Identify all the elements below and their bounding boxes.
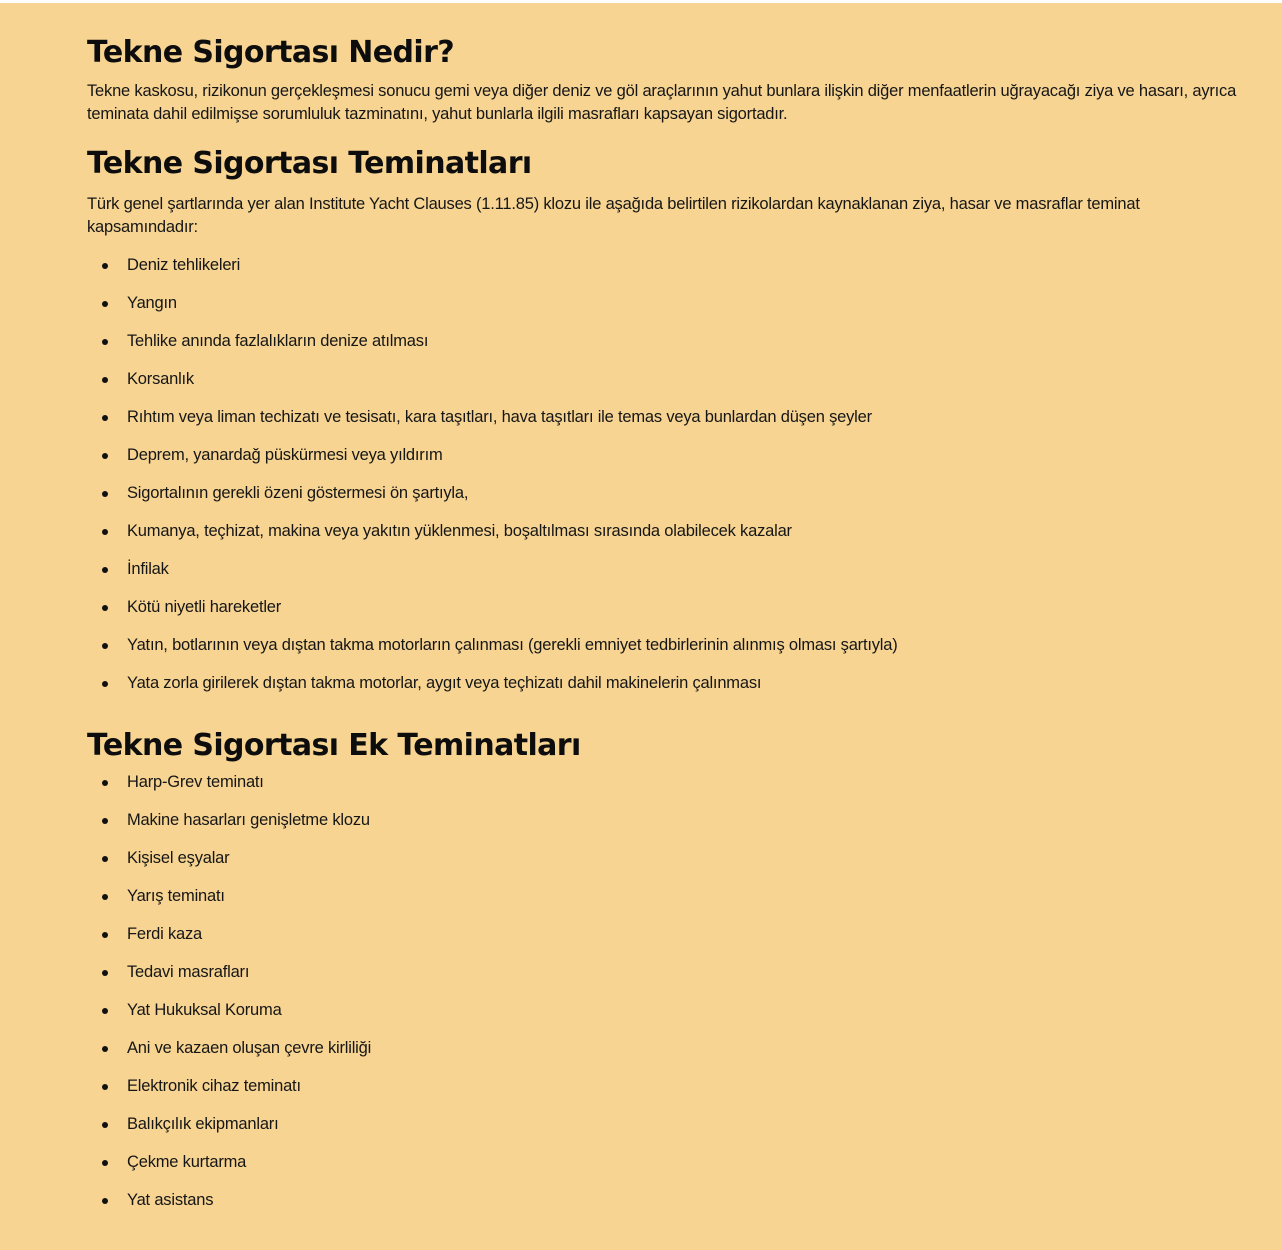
bullet-icon bbox=[102, 894, 108, 900]
list-item bbox=[87, 922, 1242, 960]
list-item-label: Yata zorla girilerek dıştan takma motorlar, aygıt veya teçhizatı dahil makinelerin çalınması bbox=[127, 674, 762, 692]
list-item-label: Kişisel eşyalar bbox=[127, 849, 230, 867]
heading-what-is-boat-insurance: Tekne Sigortası Nedir? bbox=[87, 35, 455, 70]
list-item bbox=[87, 1112, 1242, 1150]
list-item-label: Kötü niyetli hareketler bbox=[127, 598, 282, 616]
list-item bbox=[87, 481, 1242, 519]
list-item-label: Çekme kurtarma bbox=[127, 1153, 247, 1171]
list-item-label: Yat asistans bbox=[127, 1191, 214, 1209]
bullet-icon bbox=[102, 818, 108, 824]
bullet-icon bbox=[102, 301, 108, 307]
bullet-icon bbox=[102, 780, 108, 786]
list-item bbox=[87, 519, 1242, 557]
coverage-list bbox=[87, 253, 1242, 709]
bullet-icon bbox=[102, 529, 108, 535]
list-item bbox=[87, 633, 1242, 671]
bullet-icon bbox=[102, 1160, 108, 1166]
list-item bbox=[87, 595, 1242, 633]
list-item bbox=[87, 884, 1242, 922]
list-item bbox=[87, 1074, 1242, 1112]
list-item bbox=[87, 846, 1242, 884]
bullet-icon bbox=[102, 377, 108, 383]
list-item bbox=[87, 770, 1242, 808]
bullet-icon bbox=[102, 1008, 108, 1014]
paragraph-coverage-intro: Türk genel şartlarında yer alan Institute Yacht Clauses (1.11.85) klozu ile aşağıda belirtilen rizikolardan kaynaklanan ziya, hasar ve masraflar teminat kapsamındadır: bbox=[87, 195, 1140, 236]
list-item-label: Rıhtım veya liman techizatı ve tesisatı, kara taşıtları, hava taşıtları ile temas veya bunlardan düşen şeyler bbox=[127, 408, 872, 426]
list-item bbox=[87, 405, 1242, 443]
list-item bbox=[87, 998, 1242, 1036]
bullet-icon bbox=[102, 605, 108, 611]
heading-additional-coverages: Tekne Sigortası Ek Teminatları bbox=[87, 728, 581, 763]
bullet-icon bbox=[102, 970, 108, 976]
bullet-icon bbox=[102, 856, 108, 862]
list-item-label: Kumanya, teçhizat, makina veya yakıtın yüklenmesi, boşaltılması sırasında olabilecek kazalar bbox=[127, 522, 792, 540]
list-item-label: Yat Hukuksal Koruma bbox=[127, 1001, 282, 1019]
bullet-icon bbox=[102, 1122, 108, 1128]
bullet-icon bbox=[102, 491, 108, 497]
list-item-label: Deprem, yanardağ püskürmesi veya yıldırım bbox=[127, 446, 443, 464]
list-item-label: Makine hasarları genişletme klozu bbox=[127, 811, 370, 829]
list-item-label: Ferdi kaza bbox=[127, 925, 203, 943]
list-item bbox=[87, 253, 1242, 291]
bullet-icon bbox=[102, 681, 108, 687]
list-item-label: Yatın, botlarının veya dıştan takma motorların çalınması (gerekli emniyet tedbirlerinin alınmış olması şartıyla) bbox=[127, 636, 898, 654]
bullet-icon bbox=[102, 1046, 108, 1052]
list-item-label: Harp-Grev teminatı bbox=[127, 773, 264, 791]
list-item bbox=[87, 367, 1242, 405]
bullet-icon bbox=[102, 415, 108, 421]
list-item-label: Elektronik cihaz teminatı bbox=[127, 1077, 301, 1095]
heading-coverages: Tekne Sigortası Teminatları bbox=[87, 146, 532, 181]
list-item bbox=[87, 557, 1242, 595]
list-item-label: Deniz tehlikeleri bbox=[127, 256, 241, 274]
additional-coverage-list bbox=[87, 770, 1242, 1226]
list-item-label: Tehlike anında fazlalıkların denize atılması bbox=[127, 332, 429, 350]
list-item bbox=[87, 671, 1242, 709]
bullet-icon bbox=[102, 453, 108, 459]
list-item bbox=[87, 1036, 1242, 1074]
content-area bbox=[0, 3, 1282, 1250]
bullet-icon bbox=[102, 643, 108, 649]
list-item bbox=[87, 1150, 1242, 1188]
list-item-label: İnfilak bbox=[127, 560, 169, 578]
list-item-label: Balıkçılık ekipmanları bbox=[127, 1115, 279, 1133]
list-item-label: Tedavi masrafları bbox=[127, 963, 250, 981]
list-item bbox=[87, 329, 1242, 367]
list-item-label: Yangın bbox=[127, 294, 177, 312]
list-item bbox=[87, 808, 1242, 846]
bullet-icon bbox=[102, 263, 108, 269]
list-item bbox=[87, 443, 1242, 481]
bullet-icon bbox=[102, 1084, 108, 1090]
bullet-icon bbox=[102, 1198, 108, 1204]
bullet-icon bbox=[102, 339, 108, 345]
paragraph-definition: Tekne kaskosu, rizikonun gerçekleşmesi sonucu gemi veya diğer deniz ve göl araçlarının yahut bunlara ilişkin diğer menfaatlerin uğrayacağı ziya ve hasarı, ayrıca teminata dahil edilmişse sorumluluk tazminatını, yahut bunlarla ilgili masrafları kapsayan sigortadır. bbox=[87, 82, 1237, 123]
bullet-icon bbox=[102, 567, 108, 573]
list-item bbox=[87, 960, 1242, 998]
list-item bbox=[87, 291, 1242, 329]
list-item-label: Ani ve kazaen oluşan çevre kirliliği bbox=[127, 1039, 372, 1057]
list-item bbox=[87, 1188, 1242, 1226]
list-item-label: Korsanlık bbox=[127, 370, 194, 388]
bullet-icon bbox=[102, 932, 108, 938]
list-item-label: Yarış teminatı bbox=[127, 887, 225, 905]
list-item-label: Sigortalının gerekli özeni göstermesi ön şartıyla, bbox=[127, 484, 469, 502]
